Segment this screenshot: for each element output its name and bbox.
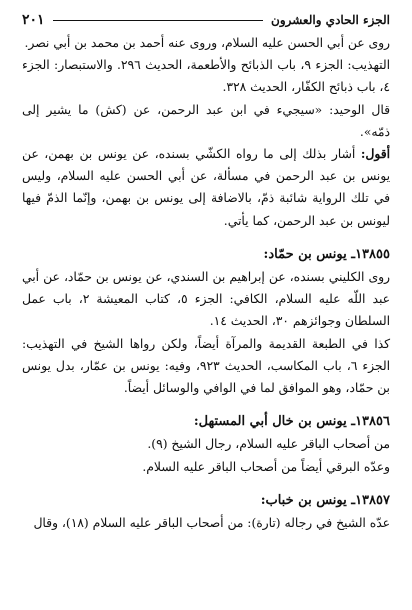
paragraph-label: أقول: <box>360 146 390 162</box>
paragraph: روى عن أبي الحسن عليه السلام، وروى عنه أحمد بن محمد بن أبي نصر. <box>24 36 390 50</box>
entry-paragraph: عدّه الشيخ في رجاله (تارة): من أصحاب الباقر عليه السلام (١٨)، وقال <box>33 516 390 531</box>
spacer <box>22 478 390 490</box>
paragraph-text: أشار بذلك إلى ما رواه الكشّي بسنده، عن يونس بن بهمن، عن يونس بن عبد الرحمن في مسألة، عن أبي الحسن عليه السلام، وليس في تلك الرواية شائبة ذمّ، بالاضافة إلى يونس بن بهمن، وإنّما الذمّ فيها ليونس بن عبد الرحمن، كما يأتي. <box>22 147 390 228</box>
paragraph: قال الوحيد: «سيجيء في ابن عبد الرحمن، عن (كش) ما يشير إلى ذمّه». <box>22 102 390 139</box>
paragraph <box>22 143 390 232</box>
entry-heading: ١٣٨٥٧ـ يونس بن خباب: <box>260 492 390 508</box>
entry-paragraph: من أصحاب الباقر عليه السلام، رجال الشيخ (٩). <box>147 437 390 452</box>
entry-heading: ١٣٨٥٦ـ يونس بن خال أبي المستهل: <box>193 414 390 430</box>
page-number: ٢٠١ <box>22 12 45 28</box>
running-header <box>22 8 390 32</box>
entry-paragraph: وعدّه البرقي أيضاً من أصحاب الباقر عليه السلام. <box>142 459 390 474</box>
spacer <box>22 232 390 244</box>
entry-paragraph: روى الكليني بسنده، عن إبراهيم بن السندي، عن يونس بن حمّاد، عن أبي عبد اللّه عليه السلام، الكافي: الجزء ٥، كتاب المعيشة ٢، باب عمل السلطان وجوائزهم ٣٠، الحديث ١٤. <box>22 270 390 329</box>
entry-heading: ١٣٨٥٥ـ يونس بن حمّاد: <box>263 246 390 262</box>
header-rule <box>53 20 263 21</box>
spacer <box>22 399 390 411</box>
paragraph: التهذيب: الجزء ٩، باب الذبائح والأطعمة، الحديث ٢٩٦. والاستبصار: الجزء ٤، باب ذبائح الكفّار، الحديث ٣٢٨. <box>22 58 391 95</box>
page-body <box>22 32 390 534</box>
entry-paragraph: كذا في الطبعة القديمة والمرآة أيضاً، ولكن رواها الشيخ في التهذيب: الجزء ٦، باب المكاسب، الحديث ٩٢٣، وفيه: يونس بن عمّار، بدل يونس بن حمّاد، وهو الموافق لما في الوافي والوسائل أيضاً. <box>22 336 391 396</box>
header-title: الجزء الحادي والعشرون <box>271 13 390 27</box>
